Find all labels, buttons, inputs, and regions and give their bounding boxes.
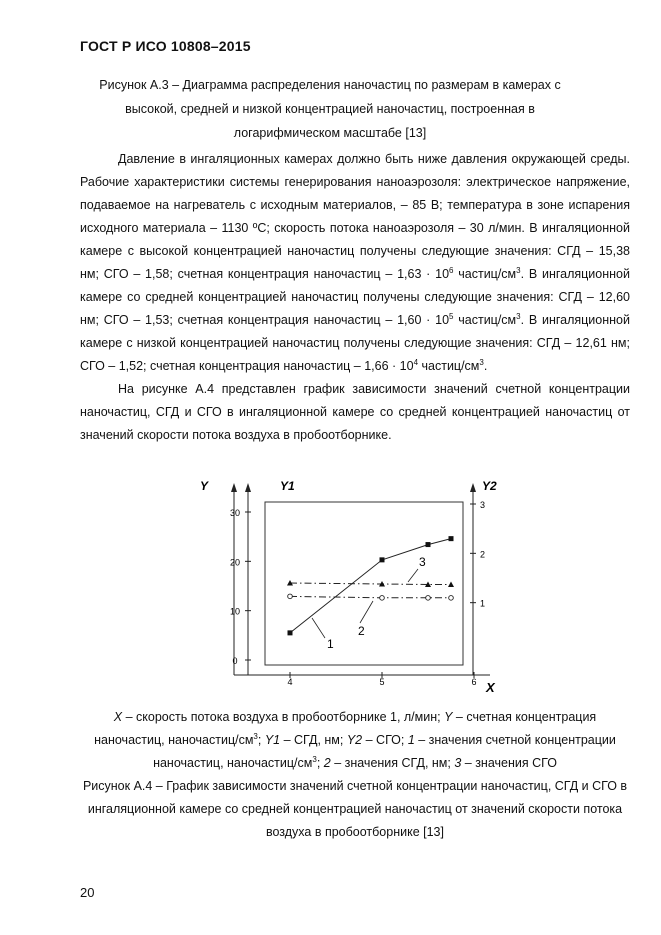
series-1-point xyxy=(380,557,385,562)
legend-series-2-symbol: 2 xyxy=(323,756,331,770)
figure-a4-caption: Рисунок А.4 – График зависимости значений счетной концентрации наночастиц, СГД и СГО в ингаляционной камере со средней концентрацией наночастиц от значений скорости потока воздуха в пробоотборнике [13] xyxy=(82,779,628,839)
series-1-point xyxy=(426,542,431,547)
figure-a4-chart xyxy=(190,470,510,700)
legend-y-symbol: Y xyxy=(444,710,453,724)
y-tick-label: 20 xyxy=(229,557,241,568)
series-2-point xyxy=(449,596,454,601)
y1-axis-arrow xyxy=(245,483,251,492)
y2-axis-title: Y2 xyxy=(482,479,497,493)
page-number: 20 xyxy=(80,885,95,900)
legend-x-symbol: X xyxy=(113,710,123,724)
annotation-leader-3 xyxy=(408,569,418,582)
legend-series-1-symbol: 1 xyxy=(407,733,415,747)
annotation-label-1: 1 xyxy=(327,637,334,651)
document-header: ГОСТ Р ИСО 10808–2015 xyxy=(80,38,251,54)
legend-y2-symbol: Y2 xyxy=(346,733,363,747)
y-axis-arrow xyxy=(231,483,237,492)
y-tick-label: 30 xyxy=(229,508,241,518)
series-1-point xyxy=(449,536,454,541)
x-axis-title: X xyxy=(486,680,495,695)
annotation-label-2: 2 xyxy=(358,624,365,638)
x-tick-label: 4 xyxy=(287,677,293,687)
y2-axis-arrow xyxy=(470,483,476,492)
y2-tick-label: 1 xyxy=(480,598,486,609)
series-2-point xyxy=(380,596,385,601)
figure-a3-caption: Рисунок А.3 – Диаграмма распределения наночастиц по размерам в камерах с высокой, средней и низкой концентрацией наночастиц, построенная в логарифмическом масштабе [13] xyxy=(99,78,561,140)
chart-svg xyxy=(190,470,510,700)
series-2-point xyxy=(288,594,293,599)
y-tick-label: 10 xyxy=(229,606,241,617)
y2-tick-label: 3 xyxy=(480,500,486,510)
y2-tick-label: 2 xyxy=(480,549,486,560)
x-tick-label: 6 xyxy=(471,677,477,687)
annotation-label-3: 3 xyxy=(419,555,426,569)
annotation-leader-2 xyxy=(360,601,373,623)
series-1-point xyxy=(288,630,293,635)
y-axis-title: Y xyxy=(200,479,209,493)
series-2-point xyxy=(426,596,431,601)
legend-series-3-symbol: 3 xyxy=(454,756,462,770)
series-3-point xyxy=(448,582,454,588)
body-text xyxy=(80,148,630,447)
annotation-leader-1 xyxy=(312,618,325,638)
legend-y1-symbol: Y1 xyxy=(264,733,281,747)
paragraph-1: Давление в ингаляционных камерах должно быть ниже давления окружающей среды. Рабочие характеристики системы генерирования наноаэрозоля: электрическое напряжение, подаваемое на нагреватель с исходным материалов, – 85 В; температура в зоне испарения исходного материала – 1130 ºС; скорость потока наноаэрозоля – 30 л/мин. В ингаляционной камере с высокой концентрацией наночастиц получены следующие значения: СГД – 15,38 нм; СГО – 1,58; счетная концентрация наночастиц – $1,63 \cdot 10^6$ частиц/$см^3$. В ингаляционной камере со средней концентрацией наночастиц получены следующие значения: СГД – 12,60 нм; СГО – 1,53; счетная концентрация наночастиц – $1,60 \cdot 10^5$ частиц/$см^3$. В ингаляционной камере с низкой концентрацией наночастиц получены следующие значения: СГД – 12,61 нм; СГО – 1,52; счетная концентрация наночастиц – $1,66 \cdot 10^4$ частиц/$см^3$. xyxy=(80,152,630,373)
x-tick-label: 5 xyxy=(379,677,385,687)
y1-axis-title: Y1 xyxy=(280,479,295,493)
y-tick-label: 0 xyxy=(232,656,238,666)
figure-a4-legend: X – скорость потока воздуха в пробоотборнике 1, л/мин; Y – счетная концентрация наночастиц, наночастиц/$см^3$; Y1 – СГД, нм; Y2 – СГО; 1 – значения счетной концентрации наночастиц, наночастиц/$см^3$; 2 – значения СГД, нм; 3 – значения СГО xyxy=(94,710,616,770)
paragraph-2: На рисунке А.4 представлен график зависимости значений счетной концентрации наночастиц, СГД и СГО в ингаляционной камере со средней концентрацией наночастиц от значений скорости потока воздуха в пробоотборнике. xyxy=(80,382,630,442)
